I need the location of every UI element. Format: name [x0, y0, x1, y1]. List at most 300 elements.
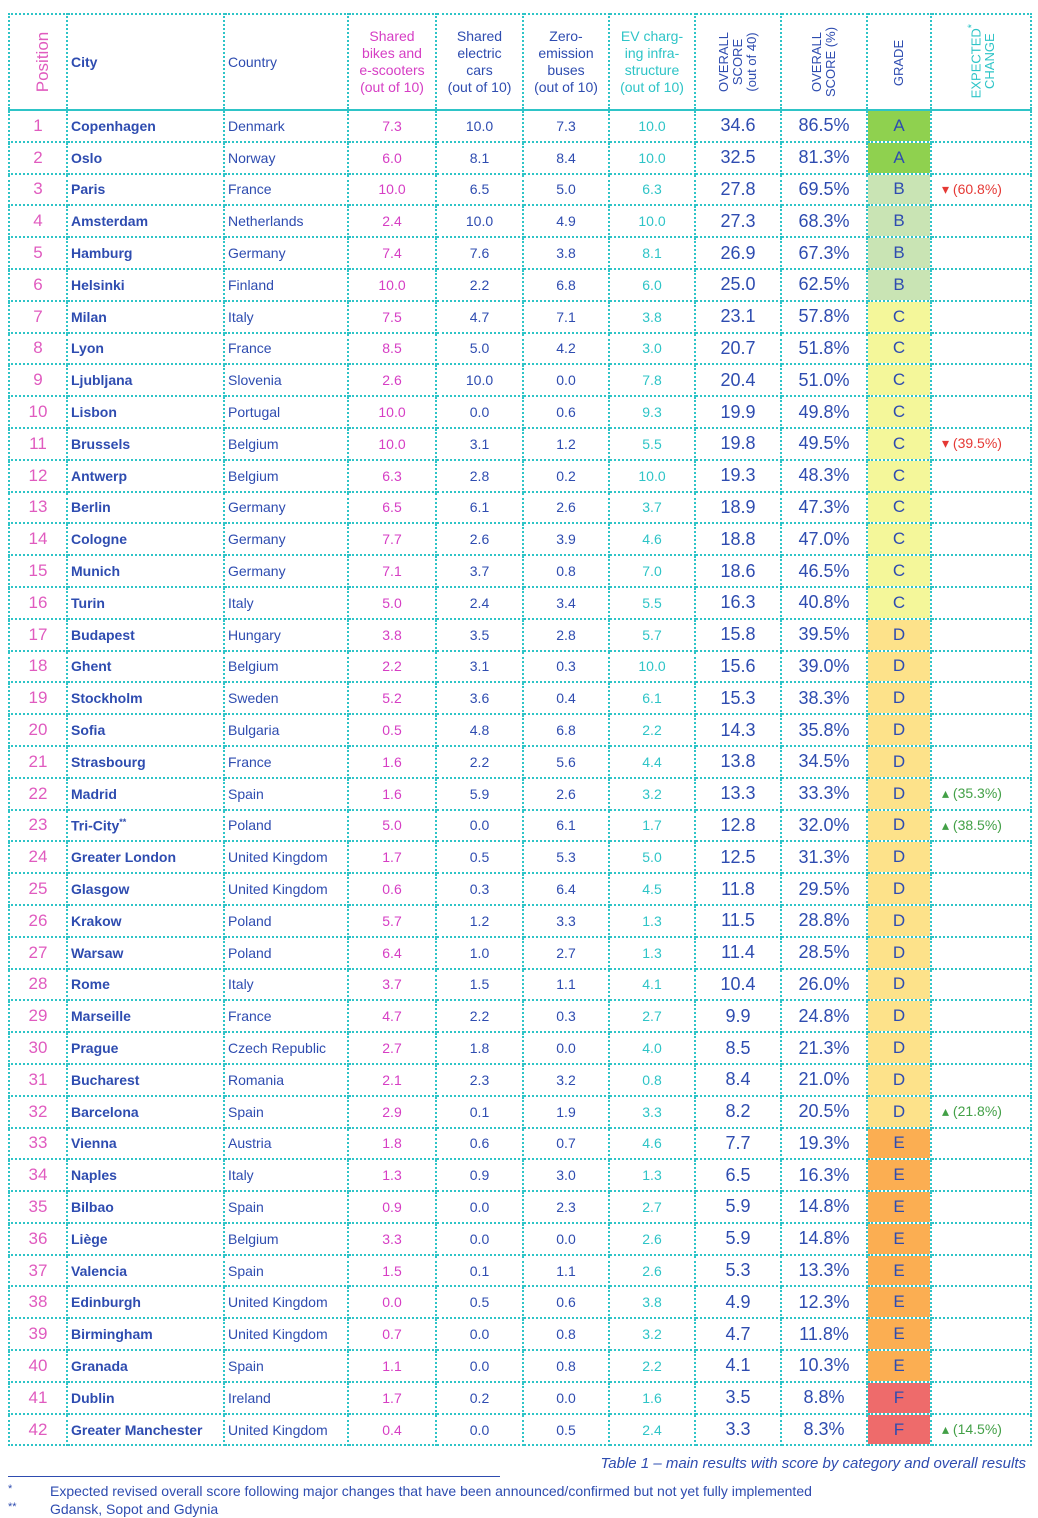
shared-cars-cell: 0.6: [436, 1128, 523, 1160]
overall-score-cell: 4.7: [695, 1318, 781, 1350]
city-cell: Warsaw: [67, 937, 224, 969]
city-cell: Paris: [67, 174, 224, 206]
overall-percent-cell: 51.0%: [781, 364, 867, 396]
buses-cell: 0.3: [523, 1000, 609, 1032]
header-grade: GRADE: [867, 14, 931, 110]
buses-cell: 8.4: [523, 142, 609, 174]
grade-cell: D: [867, 969, 931, 1001]
overall-percent-cell: 35.8%: [781, 714, 867, 746]
buses-cell: 0.6: [523, 396, 609, 428]
overall-percent-cell: 21.3%: [781, 1032, 867, 1064]
buses-cell: 3.2: [523, 1064, 609, 1096]
expected-change-cell: [931, 1191, 1031, 1223]
table-row: [9, 1255, 1031, 1287]
ev-charging-cell: 10.0: [609, 651, 695, 683]
shared-cars-cell: 3.7: [436, 555, 523, 587]
overall-score-cell: 4.1: [695, 1350, 781, 1382]
position-cell: 15: [9, 555, 67, 587]
shared-cars-cell: 0.0: [436, 1223, 523, 1255]
grade-cell: C: [867, 428, 931, 460]
position-cell: 4: [9, 205, 67, 237]
shared-cars-cell: 0.0: [436, 396, 523, 428]
country-cell: Poland: [224, 937, 348, 969]
grade-cell: D: [867, 651, 931, 683]
position-cell: 7: [9, 301, 67, 333]
buses-cell: 1.1: [523, 969, 609, 1001]
expected-change-cell: [931, 905, 1031, 937]
overall-percent-cell: 11.8%: [781, 1318, 867, 1350]
grade-cell: E: [867, 1255, 931, 1287]
table-row: [9, 301, 1031, 333]
overall-score-cell: 27.8: [695, 174, 781, 206]
country-cell: United Kingdom: [224, 873, 348, 905]
grade-cell: D: [867, 714, 931, 746]
expected-change-cell: [931, 555, 1031, 587]
city-cell: Sofia: [67, 714, 224, 746]
overall-score-cell: 25.0: [695, 269, 781, 301]
ev-charging-cell: 6.0: [609, 269, 695, 301]
grade-cell: D: [867, 746, 931, 778]
table-row: [9, 555, 1031, 587]
city-cell: Greater London: [67, 841, 224, 873]
shared-cars-cell: 3.1: [436, 651, 523, 683]
ev-charging-cell: 2.4: [609, 1414, 695, 1446]
overall-percent-cell: 51.8%: [781, 333, 867, 365]
ev-charging-cell: 1.3: [609, 1159, 695, 1191]
overall-percent-cell: 20.5%: [781, 1096, 867, 1128]
table-row: [9, 396, 1031, 428]
overall-percent-cell: 46.5%: [781, 555, 867, 587]
shared-bikes-cell: 10.0: [348, 396, 436, 428]
ev-charging-cell: 2.2: [609, 714, 695, 746]
grade-cell: C: [867, 396, 931, 428]
shared-bikes-cell: 5.2: [348, 682, 436, 714]
city-cell: Granada: [67, 1350, 224, 1382]
position-cell: 26: [9, 905, 67, 937]
position-cell: 5: [9, 237, 67, 269]
country-cell: Czech Republic: [224, 1032, 348, 1064]
ev-charging-cell: 2.6: [609, 1255, 695, 1287]
expected-change-cell: [931, 1286, 1031, 1318]
table-row: [9, 1223, 1031, 1255]
shared-bikes-cell: 5.0: [348, 810, 436, 842]
buses-cell: 2.6: [523, 778, 609, 810]
expected-change-cell: ▴ (38.5%): [931, 810, 1031, 842]
shared-cars-cell: 0.0: [436, 1350, 523, 1382]
buses-cell: 3.9: [523, 523, 609, 555]
shared-cars-cell: 8.1: [436, 142, 523, 174]
expected-change-cell: [931, 841, 1031, 873]
shared-cars-cell: 0.1: [436, 1255, 523, 1287]
position-cell: 3: [9, 174, 67, 206]
table-row: [9, 778, 1031, 810]
ev-charging-cell: 3.2: [609, 1318, 695, 1350]
footnote-1: * Expected revised overall score following major changes that have been announced/confirmed but not yet fully implemented: [8, 1483, 812, 1499]
ev-charging-cell: 7.8: [609, 364, 695, 396]
ev-charging-cell: 5.5: [609, 587, 695, 619]
table-row: [9, 841, 1031, 873]
city-cell: Krakow: [67, 905, 224, 937]
header-row: [9, 14, 1031, 110]
header-country: Country: [224, 14, 348, 110]
overall-percent-cell: 67.3%: [781, 237, 867, 269]
city-cell: Madrid: [67, 778, 224, 810]
expected-change-cell: [931, 1350, 1031, 1382]
shared-cars-cell: 10.0: [436, 364, 523, 396]
grade-cell: D: [867, 905, 931, 937]
country-cell: Bulgaria: [224, 714, 348, 746]
overall-score-cell: 8.5: [695, 1032, 781, 1064]
overall-score-cell: 18.8: [695, 523, 781, 555]
ev-charging-cell: 1.3: [609, 905, 695, 937]
country-cell: France: [224, 333, 348, 365]
ev-charging-cell: 6.1: [609, 682, 695, 714]
city-cell: Amsterdam: [67, 205, 224, 237]
expected-change-cell: [931, 364, 1031, 396]
overall-score-cell: 5.9: [695, 1191, 781, 1223]
expected-change-cell: ▴ (14.5%): [931, 1414, 1031, 1446]
city-cell: Valencia: [67, 1255, 224, 1287]
position-cell: 12: [9, 460, 67, 492]
city-cell: Rome: [67, 969, 224, 1001]
caption-divider: [8, 1476, 500, 1477]
table-row: [9, 333, 1031, 365]
ev-charging-cell: 2.2: [609, 1350, 695, 1382]
expected-change-cell: [931, 1159, 1031, 1191]
grade-cell: D: [867, 1000, 931, 1032]
expected-change-cell: [931, 1223, 1031, 1255]
table-row: [9, 1191, 1031, 1223]
shared-cars-cell: 0.9: [436, 1159, 523, 1191]
shared-cars-cell: 1.2: [436, 905, 523, 937]
shared-cars-cell: 0.0: [436, 810, 523, 842]
buses-cell: 0.8: [523, 1318, 609, 1350]
shared-bikes-cell: 6.3: [348, 460, 436, 492]
buses-cell: 5.6: [523, 746, 609, 778]
header-shared-bikes: Shared bikes and e-scooters (out of 10): [348, 14, 436, 110]
position-cell: 25: [9, 873, 67, 905]
overall-percent-cell: 68.3%: [781, 205, 867, 237]
grade-cell: C: [867, 460, 931, 492]
table-row: [9, 1000, 1031, 1032]
buses-cell: 0.3: [523, 651, 609, 683]
shared-cars-cell: 10.0: [436, 110, 523, 142]
position-cell: 35: [9, 1191, 67, 1223]
table-row: [9, 714, 1031, 746]
ev-charging-cell: 5.5: [609, 428, 695, 460]
overall-percent-cell: 8.3%: [781, 1414, 867, 1446]
country-cell: France: [224, 1000, 348, 1032]
grade-cell: D: [867, 1096, 931, 1128]
table-row: [9, 523, 1031, 555]
position-cell: 34: [9, 1159, 67, 1191]
expected-change-cell: [931, 714, 1031, 746]
position-cell: 30: [9, 1032, 67, 1064]
overall-score-cell: 12.8: [695, 810, 781, 842]
overall-score-cell: 23.1: [695, 301, 781, 333]
city-cell: Milan: [67, 301, 224, 333]
overall-score-cell: 26.9: [695, 237, 781, 269]
position-cell: 13: [9, 492, 67, 524]
country-cell: Poland: [224, 905, 348, 937]
expected-change-cell: ▾ (39.5%): [931, 428, 1031, 460]
country-cell: Spain: [224, 778, 348, 810]
shared-bikes-cell: 2.2: [348, 651, 436, 683]
table-row: [9, 937, 1031, 969]
country-cell: United Kingdom: [224, 1286, 348, 1318]
city-cell: Turin: [67, 587, 224, 619]
grade-cell: A: [867, 110, 931, 142]
grade-cell: B: [867, 237, 931, 269]
buses-cell: 4.2: [523, 333, 609, 365]
city-cell: Greater Manchester: [67, 1414, 224, 1446]
position-cell: 39: [9, 1318, 67, 1350]
shared-cars-cell: 3.1: [436, 428, 523, 460]
city-cell: Oslo: [67, 142, 224, 174]
expected-change-cell: [931, 492, 1031, 524]
header-city: City: [67, 14, 224, 110]
grade-cell: B: [867, 205, 931, 237]
country-cell: Belgium: [224, 651, 348, 683]
shared-bikes-cell: 1.7: [348, 1382, 436, 1414]
ev-charging-cell: 1.7: [609, 810, 695, 842]
ev-charging-cell: 2.6: [609, 1223, 695, 1255]
overall-percent-cell: 32.0%: [781, 810, 867, 842]
expected-change-cell: [931, 651, 1031, 683]
country-cell: Belgium: [224, 428, 348, 460]
expected-change-cell: [931, 873, 1031, 905]
table-row: [9, 428, 1031, 460]
position-cell: 21: [9, 746, 67, 778]
shared-bikes-cell: 4.7: [348, 1000, 436, 1032]
shared-bikes-cell: 7.4: [348, 237, 436, 269]
shared-bikes-cell: 2.1: [348, 1064, 436, 1096]
city-cell: Strasbourg: [67, 746, 224, 778]
overall-score-cell: 15.3: [695, 682, 781, 714]
grade-cell: D: [867, 810, 931, 842]
shared-bikes-cell: 7.7: [348, 523, 436, 555]
table-row: [9, 969, 1031, 1001]
table-row: [9, 1032, 1031, 1064]
ev-charging-cell: 10.0: [609, 205, 695, 237]
shared-bikes-cell: 2.9: [348, 1096, 436, 1128]
overall-score-cell: 16.3: [695, 587, 781, 619]
table-row: [9, 746, 1031, 778]
overall-percent-cell: 69.5%: [781, 174, 867, 206]
header-position: Position: [9, 14, 67, 110]
ev-charging-cell: 3.0: [609, 333, 695, 365]
city-cell: Glasgow: [67, 873, 224, 905]
grade-cell: C: [867, 301, 931, 333]
overall-score-cell: 15.6: [695, 651, 781, 683]
table-row: [9, 587, 1031, 619]
city-cell: Helsinki: [67, 269, 224, 301]
overall-percent-cell: 10.3%: [781, 1350, 867, 1382]
overall-score-cell: 34.6: [695, 110, 781, 142]
buses-cell: 6.8: [523, 714, 609, 746]
grade-cell: E: [867, 1286, 931, 1318]
city-cell: Stockholm: [67, 682, 224, 714]
table-row: [9, 810, 1031, 842]
table-row: [9, 1350, 1031, 1382]
shared-bikes-cell: 10.0: [348, 174, 436, 206]
position-cell: 33: [9, 1128, 67, 1160]
shared-cars-cell: 2.2: [436, 269, 523, 301]
expected-change-cell: [931, 1318, 1031, 1350]
table-row: [9, 1382, 1031, 1414]
grade-cell: C: [867, 523, 931, 555]
buses-cell: 1.2: [523, 428, 609, 460]
grade-cell: D: [867, 841, 931, 873]
position-cell: 19: [9, 682, 67, 714]
buses-cell: 2.8: [523, 619, 609, 651]
buses-cell: 3.4: [523, 587, 609, 619]
city-cell: Bucharest: [67, 1064, 224, 1096]
country-cell: Germany: [224, 492, 348, 524]
overall-percent-cell: 47.3%: [781, 492, 867, 524]
overall-percent-cell: 12.3%: [781, 1286, 867, 1318]
table-row: [9, 460, 1031, 492]
buses-cell: 2.7: [523, 937, 609, 969]
overall-score-cell: 18.6: [695, 555, 781, 587]
overall-percent-cell: 29.5%: [781, 873, 867, 905]
city-cell: Dublin: [67, 1382, 224, 1414]
table-row: [9, 619, 1031, 651]
buses-cell: 1.9: [523, 1096, 609, 1128]
overall-percent-cell: 81.3%: [781, 142, 867, 174]
ev-charging-cell: 3.8: [609, 301, 695, 333]
position-cell: 9: [9, 364, 67, 396]
ev-charging-cell: 5.0: [609, 841, 695, 873]
position-cell: 11: [9, 428, 67, 460]
overall-percent-cell: 19.3%: [781, 1128, 867, 1160]
overall-percent-cell: 34.5%: [781, 746, 867, 778]
position-cell: 38: [9, 1286, 67, 1318]
ev-charging-cell: 4.6: [609, 523, 695, 555]
shared-cars-cell: 6.1: [436, 492, 523, 524]
position-cell: 40: [9, 1350, 67, 1382]
shared-bikes-cell: 2.7: [348, 1032, 436, 1064]
position-cell: 6: [9, 269, 67, 301]
overall-score-cell: 19.9: [695, 396, 781, 428]
results-body: [9, 110, 1031, 1445]
ev-charging-cell: 9.3: [609, 396, 695, 428]
table-row: [9, 269, 1031, 301]
buses-cell: 6.1: [523, 810, 609, 842]
table-caption: Table 1 – main results with score by category and overall results: [600, 1455, 1026, 1472]
shared-bikes-cell: 5.0: [348, 587, 436, 619]
overall-score-cell: 11.8: [695, 873, 781, 905]
overall-score-cell: 11.4: [695, 937, 781, 969]
overall-percent-cell: 33.3%: [781, 778, 867, 810]
overall-percent-cell: 49.5%: [781, 428, 867, 460]
grade-cell: D: [867, 873, 931, 905]
city-cell: Marseille: [67, 1000, 224, 1032]
buses-cell: 7.1: [523, 301, 609, 333]
overall-score-cell: 20.4: [695, 364, 781, 396]
expected-change-cell: [931, 523, 1031, 555]
shared-bikes-cell: 7.5: [348, 301, 436, 333]
overall-percent-cell: 62.5%: [781, 269, 867, 301]
city-cell: Lisbon: [67, 396, 224, 428]
shared-bikes-cell: 0.9: [348, 1191, 436, 1223]
ev-charging-cell: 10.0: [609, 460, 695, 492]
overall-score-cell: 20.7: [695, 333, 781, 365]
country-cell: United Kingdom: [224, 1318, 348, 1350]
buses-cell: 2.3: [523, 1191, 609, 1223]
position-cell: 41: [9, 1382, 67, 1414]
city-cell: Barcelona: [67, 1096, 224, 1128]
overall-percent-cell: 49.8%: [781, 396, 867, 428]
buses-cell: 0.0: [523, 364, 609, 396]
position-cell: 37: [9, 1255, 67, 1287]
overall-score-cell: 7.7: [695, 1128, 781, 1160]
country-cell: Spain: [224, 1255, 348, 1287]
buses-cell: 7.3: [523, 110, 609, 142]
overall-score-cell: 11.5: [695, 905, 781, 937]
shared-cars-cell: 2.2: [436, 746, 523, 778]
buses-cell: 0.7: [523, 1128, 609, 1160]
ev-charging-cell: 4.6: [609, 1128, 695, 1160]
country-cell: Sweden: [224, 682, 348, 714]
table-row: [9, 237, 1031, 269]
country-cell: Belgium: [224, 1223, 348, 1255]
table-row: [9, 205, 1031, 237]
shared-cars-cell: 0.0: [436, 1191, 523, 1223]
table-row: [9, 651, 1031, 683]
expected-change-cell: [931, 1255, 1031, 1287]
grade-cell: D: [867, 619, 931, 651]
country-cell: United Kingdom: [224, 841, 348, 873]
ev-charging-cell: 6.3: [609, 174, 695, 206]
expected-change-cell: [931, 587, 1031, 619]
shared-bikes-cell: 1.1: [348, 1350, 436, 1382]
shared-bikes-cell: 2.4: [348, 205, 436, 237]
overall-score-cell: 10.4: [695, 969, 781, 1001]
city-cell: Bilbao: [67, 1191, 224, 1223]
grade-cell: E: [867, 1159, 931, 1191]
table-row: [9, 1159, 1031, 1191]
overall-score-cell: 13.3: [695, 778, 781, 810]
expected-change-cell: [931, 237, 1031, 269]
overall-score-cell: 8.2: [695, 1096, 781, 1128]
country-cell: United Kingdom: [224, 1414, 348, 1446]
table-row: [9, 174, 1031, 206]
country-cell: Denmark: [224, 110, 348, 142]
city-cell: Copenhagen: [67, 110, 224, 142]
overall-score-cell: 19.3: [695, 460, 781, 492]
position-cell: 20: [9, 714, 67, 746]
overall-percent-cell: 16.3%: [781, 1159, 867, 1191]
expected-change-cell: [931, 1382, 1031, 1414]
buses-cell: 3.0: [523, 1159, 609, 1191]
overall-percent-cell: 28.5%: [781, 937, 867, 969]
country-cell: Poland: [224, 810, 348, 842]
country-cell: Italy: [224, 1159, 348, 1191]
shared-bikes-cell: 0.4: [348, 1414, 436, 1446]
overall-score-cell: 5.9: [695, 1223, 781, 1255]
buses-cell: 0.2: [523, 460, 609, 492]
grade-cell: E: [867, 1191, 931, 1223]
overall-percent-cell: 48.3%: [781, 460, 867, 492]
overall-percent-cell: 13.3%: [781, 1255, 867, 1287]
position-cell: 18: [9, 651, 67, 683]
ev-charging-cell: 10.0: [609, 142, 695, 174]
expected-change-cell: [931, 969, 1031, 1001]
expected-change-cell: [931, 460, 1031, 492]
buses-cell: 4.9: [523, 205, 609, 237]
grade-cell: F: [867, 1382, 931, 1414]
